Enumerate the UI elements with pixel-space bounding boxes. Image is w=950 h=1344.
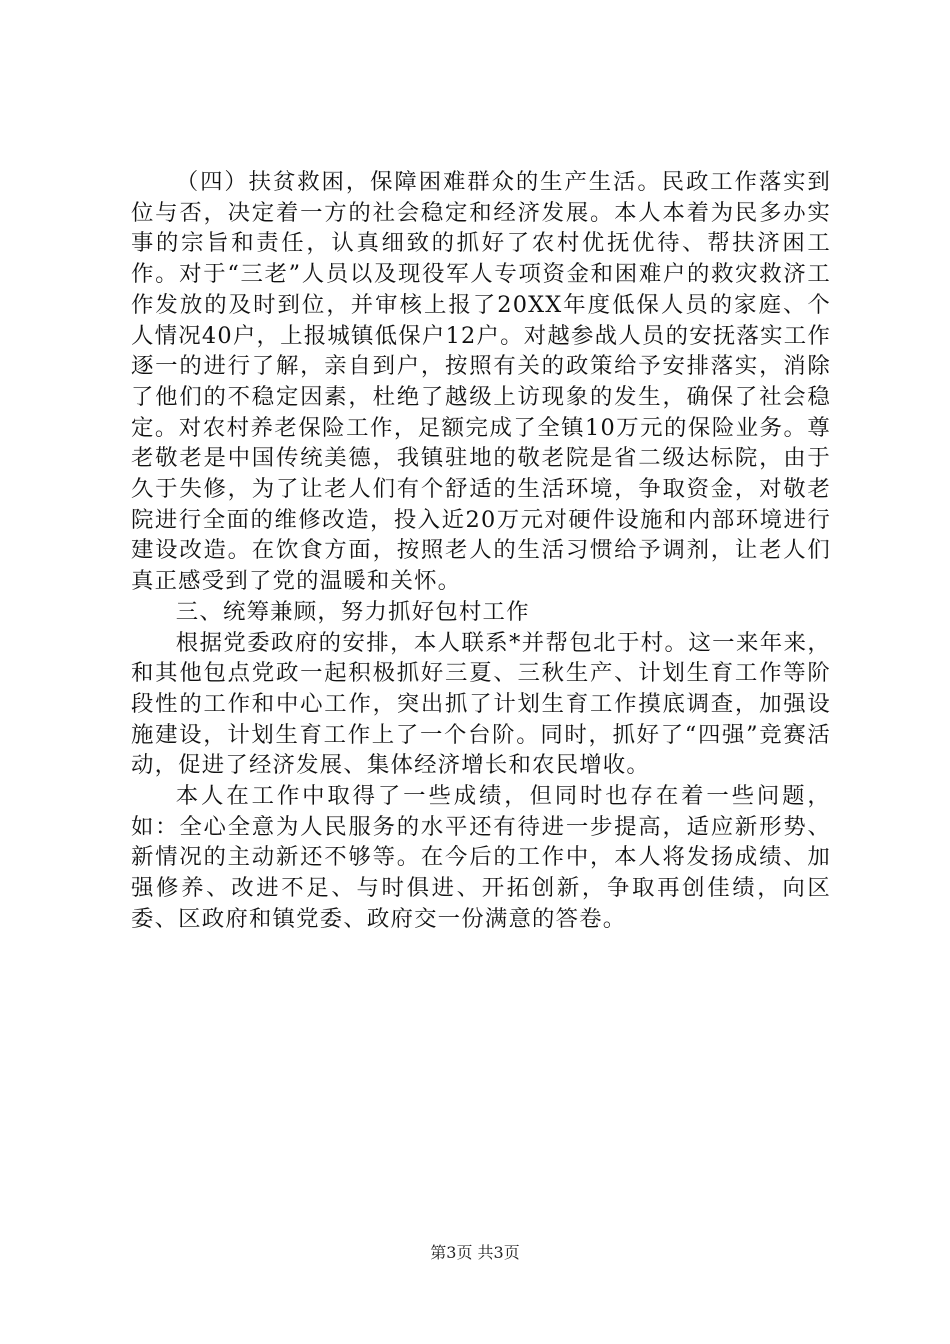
paragraph-poverty-relief: （四）扶贫救困，保障困难群众的生产生活。民政工作落实到位与否，决定着一方的社会稳定和经济发展。本人本着为民多办实事的宗旨和责任，认真细致的抓好了农村优抚优待、帮扶济困工作。对于“三老”人员以及现役军人专项资金和困难户的救灾救济工作发放的及时到位，并审核上报了20XX年度低保人员的家庭、个人情况40户，上报城镇低保户12户。对越参战人员的安抚落实工作逐一的进行了解，亲自到户，按照有关的政策给予安排落实，消除了他们的不稳定因素，杜绝了越级上访现象的发生，确保了社会稳定。对农村养老保险工作，足额完成了全镇10万元的保险业务。尊老敬老是中国传统美德，我镇驻地的敬老院是省二级达标院，由于久于失修，为了让老人们有个舒适的生活环境，争取资金，对敬老院进行全面的维修改造，投入近20万元对硬件设施和内部环境进行建设改造。在饮食方面，按照老人的生活习惯给予调剂，让老人们真正感受到了党的温暖和关怀。: [131, 169, 831, 595]
paragraph-village-work: 根据党委政府的安排，本人联系*并帮包北于村。这一来年来，和其他包点党政一起积极抓好三夏、三秋生产、计划生育工作等阶段性的工作和中心工作，突出抓了计划生育工作摸底调查，加强设施建设，计划生育工作上了一个台阶。同时，抓好了“四强”竞赛活动，促进了经济发展、集体经济增长和农民增收。: [131, 629, 831, 779]
document-body: [131, 167, 831, 935]
paragraph-conclusion: 本人在工作中取得了一些成绩，但同时也存在着一些问题，如：全心全意为人民服务的水平还有待进一步提高，适应新形势、新情况的主动新还不够等。在今后的工作中，本人将发扬成绩、加强修养、改进不足、与时俱进、开拓创新，争取再创佳绩，向区委、区政府和镇党委、政府交一份满意的答卷。: [131, 783, 831, 932]
section-heading-village-work: 三、统筹兼顾，努力抓好包村工作: [175, 598, 530, 625]
page-footer: 第3页 共3页: [430, 1243, 520, 1262]
